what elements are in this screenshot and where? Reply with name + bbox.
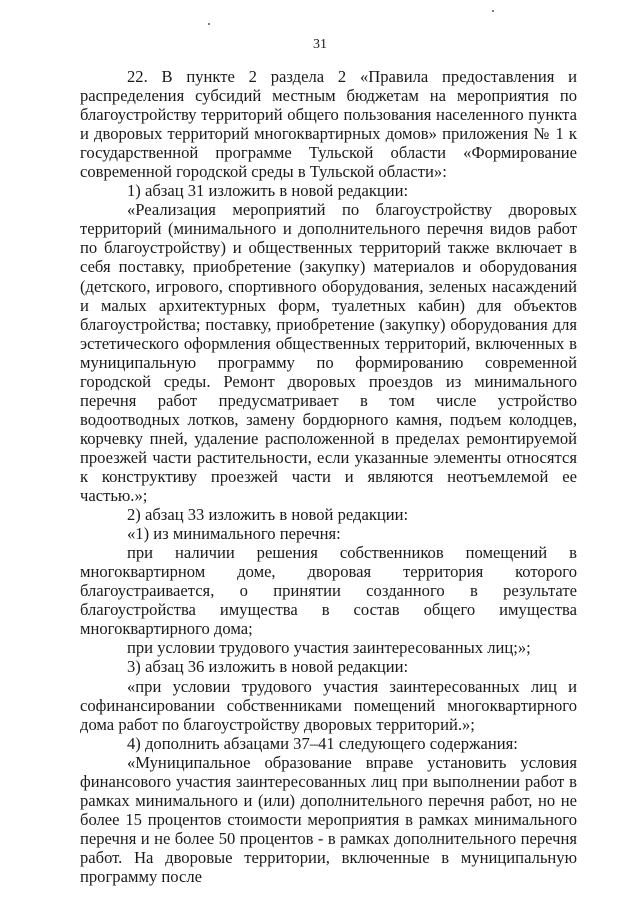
document-body: [80, 67, 577, 886]
paragraph-quote-financial-participation: «Муниципальное образование вправе установить условия финансового участия заинтересованных лиц при выполнении работ в рамках минимального и (или) дополнительного перечня работ, но не более 15 процентов стоимости мероприятия в рамках минимального перечня и не более 50 процентов - в рамках дополнительного перечня работ. На дворовые территории, включенные в муниципальную программу после: [80, 752, 577, 886]
paragraph-labor-participation: при условии трудового участия заинтересованных лиц;»;: [127, 638, 531, 658]
paragraph-quote-paragraph-31: «Реализация мероприятий по благоустройству дворовых территорий (минимального и дополнительного перечня видов работ по благоустройству) и общественных территорий также включает в себя поставку, приобретение (закупку) материалов и оборудования (детского, игрового, спортивного оборудования, зеленых насаждений и малых архитектурных форм, туалетных кабин) для объектов благоустройства; поставку, приобретение (закупку) оборудования для эстетического оформления общественных территорий, включенных в муниципальную программу по формированию современной городской среды. Ремонт дворовых проездов из минимального перечня работ предусматривает в том числе устройство водоотводных лотков, замену бордюрного камня, подъем колодцев, корчевку пней, удаление расположенной в пределах ремонтируемой проезжей части растительности, если указанные элементы относятся к конструктиву проезжей части и являются неотъемлемой ее частью.»;: [80, 200, 577, 506]
paragraph-subitem-3: 3) абзац 36 изложить в новой редакции:: [127, 657, 409, 677]
scan-speck: [208, 23, 210, 25]
paragraph-quote-paragraph-36: «при условии трудового участия заинтересованных лиц и софинансировании собственниками помещений многоквартирного дома работ по благоустройству дворовых территорий.»;: [80, 676, 577, 734]
paragraph-quote-minimal-list: «1) из минимального перечня:: [127, 524, 341, 544]
paragraph-owners-decision: при наличии решения собственников помещений в многоквартирном доме, дворовая территория которого благоустраивается, о принятии созданного в результате благоустройства имущества в состав общего имущества многоквартирного дома;: [80, 543, 577, 639]
scan-speck: [492, 10, 494, 12]
page-number: 31: [313, 37, 327, 52]
paragraph-subitem-4: 4) дополнить абзацами 37–41 следующего содержания:: [127, 733, 518, 753]
paragraph-item-22-intro: 22. В пункте 2 раздела 2 «Правила предоставления и распределения субсидий местным бюджетам на мероприятия по благоустройству территорий общего пользования населенного пункта и дворовых территорий многоквартирных домов» приложения № 1 к государственной программе Тульской области «Формирование современной городской среды в Тульской области»:: [80, 67, 577, 182]
paragraph-subitem-2: 2) абзац 33 изложить в новой редакции:: [127, 505, 409, 525]
paragraph-subitem-1: 1) абзац 31 изложить в новой редакции:: [127, 181, 409, 201]
